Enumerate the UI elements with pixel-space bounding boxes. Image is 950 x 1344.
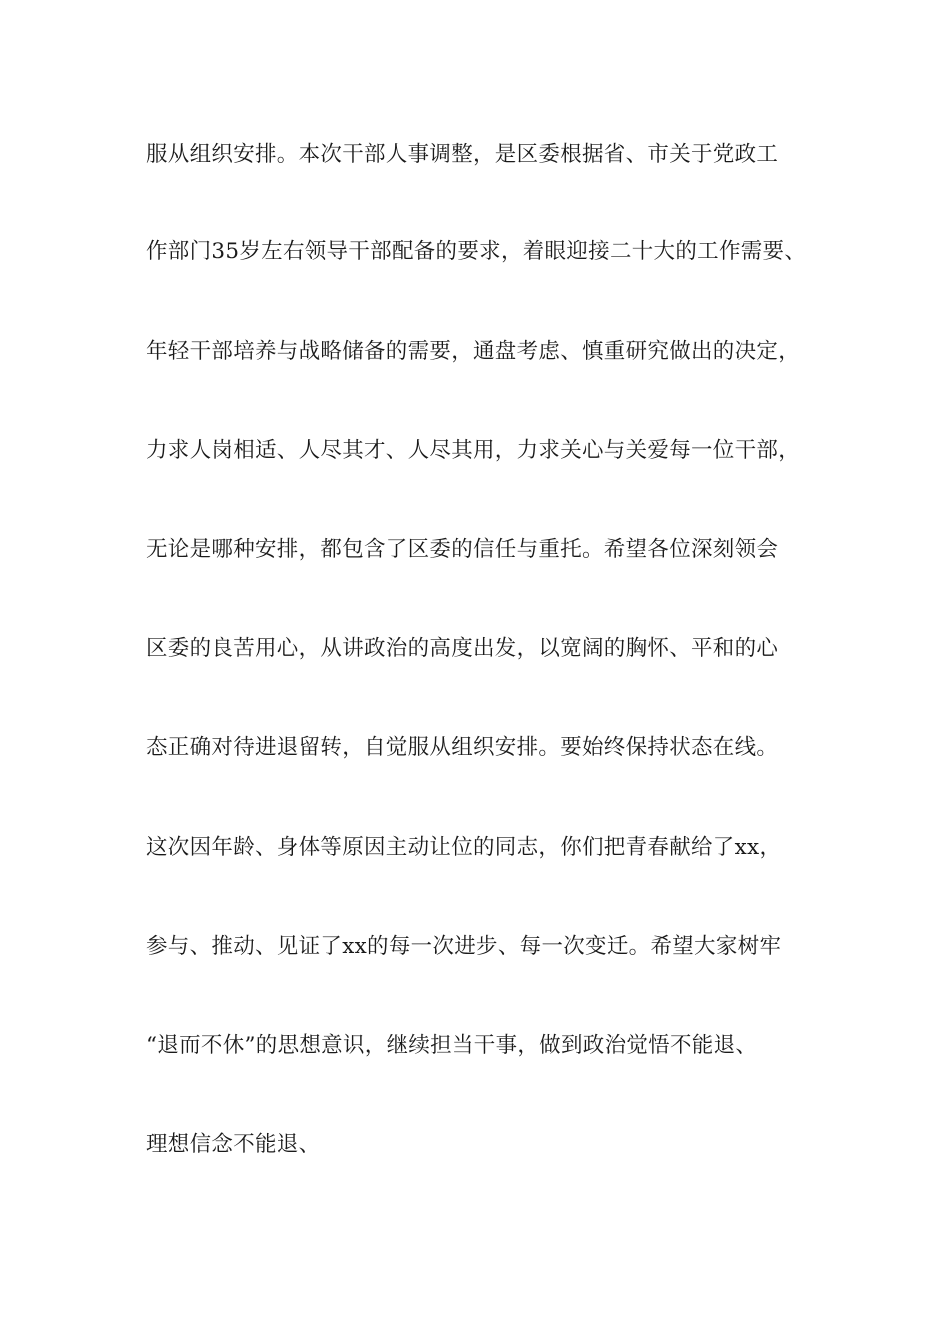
paragraph-line: “退而不休”的思想意识，继续担当干事，做到政治觉悟不能退、 (146, 1033, 758, 1058)
paragraph-line: 理想信念不能退、 (146, 1132, 321, 1157)
paragraph-line: 年轻干部培养与战略储备的需要，通盘考虑、慎重研究做出的决定， (146, 339, 801, 364)
paragraph-line: 态正确对待进退留转，自觉服从组织安排。要始终保持状态在线。 (146, 735, 779, 760)
paragraph-line: 力求人岗相适、人尽其才、人尽其用，力求关心与关爱每一位干部， (146, 438, 801, 463)
paragraph-line: 作部门35岁左右领导干部配备的要求，着眼迎接二十大的工作需要、 (146, 239, 807, 264)
paragraph-line: 这次因年龄、身体等原因主动让位的同志，你们把青春献给了xx， (146, 835, 782, 860)
paragraph-line: 区委的良苦用心，从讲政治的高度出发，以宽阔的胸怀、平和的心 (146, 636, 779, 661)
paragraph-line: 参与、推动、见证了xx的每一次进步、每一次变迁。希望大家树牢 (146, 934, 782, 959)
paragraph-line: 服从组织安排。本次干部人事调整，是区委根据省、市关于党政工 (146, 142, 779, 167)
paragraph-line: 无论是哪种安排，都包含了区委的信任与重托。希望各位深刻领会 (146, 537, 779, 562)
